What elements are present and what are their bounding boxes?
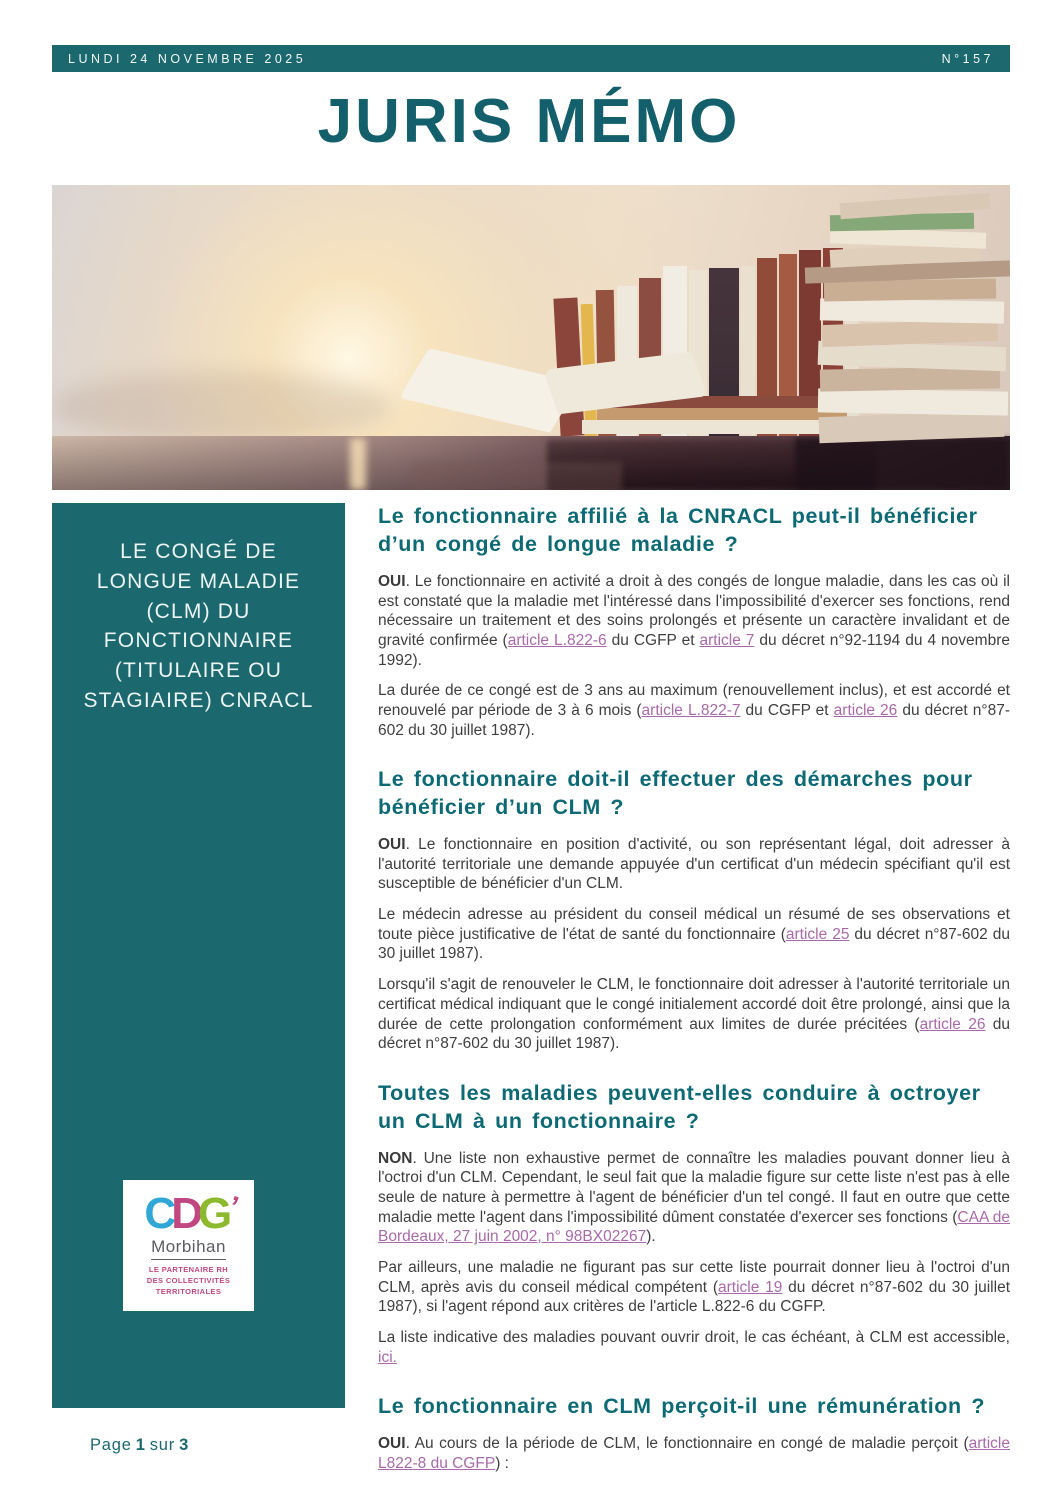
sidebar-topic-title: LE CONGÉ DE LONGUE MALADIE (CLM) DU FONCTIONNAIRE (TITULAIRE OU STAGIAIRE) CNRACL	[83, 540, 314, 713]
footer-page-number: 1	[135, 1436, 146, 1454]
cdg-morbihan-logo	[123, 1180, 254, 1311]
section-heading: Le fonctionnaire affilié à la CNRACL peut-il bénéficier d’un congé de longue maladie ?	[378, 504, 978, 556]
stacked-book	[818, 388, 1008, 415]
footer-total-pages: 3	[179, 1436, 190, 1454]
bold-lead-word: OUI	[378, 572, 406, 590]
bold-lead-word: OUI	[378, 1435, 406, 1453]
paragraph: La durée de ce congé est de 3 ans au maximum (renouvellement inclus), et est accordé et renouvelé par période de 3 à 6 mois (article L.822-7 du CGFP et article 26 du décret n°87-602 du 30 juillet 1987).	[378, 682, 1010, 739]
logo-tagline	[147, 1264, 230, 1298]
stack-reflection	[795, 438, 1010, 490]
logo-letter: G	[197, 1188, 228, 1238]
inline-link[interactable]: CAA de Bordeaux, 27 juin 2002, n° 98BX02267	[378, 1208, 1011, 1246]
logo-tagline-line: TERRITORIALES	[155, 1287, 222, 1297]
logo-name: Morbihan	[151, 1237, 226, 1260]
section-heading: Le fonctionnaire en CLM perçoit-il une rémunération ?	[378, 1394, 986, 1419]
inline-link[interactable]: article 26	[833, 701, 898, 719]
stacked-book	[822, 319, 999, 347]
masthead-bar	[52, 45, 1010, 72]
paragraph: La liste indicative des maladies pouvant ouvrir droit, le cas échéant, à CLM est accessible, ici.	[378, 1329, 1010, 1366]
logo-letters	[144, 1188, 238, 1238]
inline-link[interactable]: article L.822-7	[641, 701, 741, 719]
hero-image	[52, 185, 1010, 490]
inline-link[interactable]: article 7	[699, 631, 755, 649]
footer-label: Page	[90, 1436, 132, 1454]
masthead-issue-number: N°157	[941, 51, 994, 66]
paragraph: OUI. Le fonctionnaire en activité a droit à des congés de longue maladie, dans les cas où il est constaté que la maladie met l'intéressé dans l'impossibilité d'exercer ses fonctions, rend nécessaire un traitement et des soins prolongés et présente un caractère invalidant et de gravité confirmée (article L.822-6 du CGFP et article 7 du décret n°92-1194 du 4 novembre 1992).	[378, 572, 1010, 669]
sun-reflection	[350, 438, 366, 490]
sidebar	[52, 503, 345, 1408]
inline-link[interactable]: article L822-8 du CGFP	[378, 1435, 1010, 1473]
masthead-date: LUNDI 24 NOVEMBRE 2025	[68, 51, 307, 66]
section-heading: Toutes les maladies peuvent-elles conduire à octroyer un CLM à un fonctionnaire ?	[378, 1080, 981, 1133]
inline-link[interactable]: article 19	[718, 1278, 783, 1296]
inline-link[interactable]: article 25	[785, 925, 850, 943]
section-heading: Le fonctionnaire doit-il effectuer des démarches pour bénéficier d’un CLM ?	[378, 767, 973, 820]
stacked-book	[820, 298, 1004, 323]
logo-letter: D	[171, 1188, 198, 1238]
paragraph: Par ailleurs, une maladie ne figurant pas sur cette liste pourrait donner lieu à l'octroi d'un CLM, après avis du conseil médical compétent (article 19 du décret n°87-602 du 30 juillet 1987), si l'agent répond aux critères de l'article L.822-6 du CGFP.	[378, 1259, 1010, 1316]
open-book-reflection	[412, 462, 622, 490]
page-title: JURIS MÉMO	[317, 87, 741, 156]
logo-tagline-line: DES COLLECTIVITÉS	[146, 1275, 231, 1285]
stacked-book	[820, 366, 1000, 391]
paragraph: OUI. Le fonctionnaire en position d'activité, ou son représentant légal, doit adresser à l'autorité territoriale une demande appuyée d'un certificat d'un médecin spécifiant qu'il est susceptible de bénéficier d'un CLM.	[378, 836, 1010, 893]
paragraph: OUI. Au cours de la période de CLM, le fonctionnaire en congé de maladie perçoit (article L822-8 du CGFP) :	[378, 1435, 1010, 1473]
logo-apostrophe-mark: ’	[224, 1189, 238, 1223]
logo-letter: C	[144, 1188, 172, 1238]
paragraph: Lorsqu'il s'agit de renouveler le CLM, le fonctionnaire doit adresser à l'autorité territoriale un certificat médical indiquant que le congé initialement accordé doit être prolongé, ainsi que la durée de cette prolongation conformément aux limites de durée précitées (article 26 du décret n°87-602 du 30 juillet 1987).	[378, 976, 1010, 1053]
bold-lead-word: OUI	[378, 836, 406, 854]
main-content	[378, 503, 1010, 1485]
bold-lead-word: NON	[378, 1149, 413, 1167]
flat-book	[597, 408, 847, 420]
logo-tagline-line: LE PARTENAIRE RH	[148, 1264, 229, 1274]
footer-separator: sur	[149, 1436, 176, 1454]
inline-link[interactable]: article L.822-6	[507, 631, 607, 649]
page-footer	[90, 1436, 193, 1455]
inline-link[interactable]: ici.	[378, 1348, 397, 1366]
paragraph: NON. Une liste non exhaustive permet de connaître les maladies pouvant donner lieu à l'octroi d'un CLM. Cependant, le seul fait que la maladie figure sur cette liste n'est pas à elle seule de nature à permettre à l'agent de bénéficier d'un tel congé. Il faut en outre que cette maladie mette l'agent dans l'impossibilité dûment constatée d'exercer ses fonctions (CAA de Bordeaux, 27 juin 2002, n° 98BX02267).	[378, 1149, 1011, 1246]
paragraph: Le médecin adresse au président du conseil médical un résumé de ses observations et toute pièce justificative de l'état de santé du fonctionnaire (article 25 du décret n°87-602 du 30 juillet 1987).	[378, 906, 1010, 963]
inline-link[interactable]: article 26	[919, 1015, 986, 1033]
hero-haze	[52, 372, 392, 442]
